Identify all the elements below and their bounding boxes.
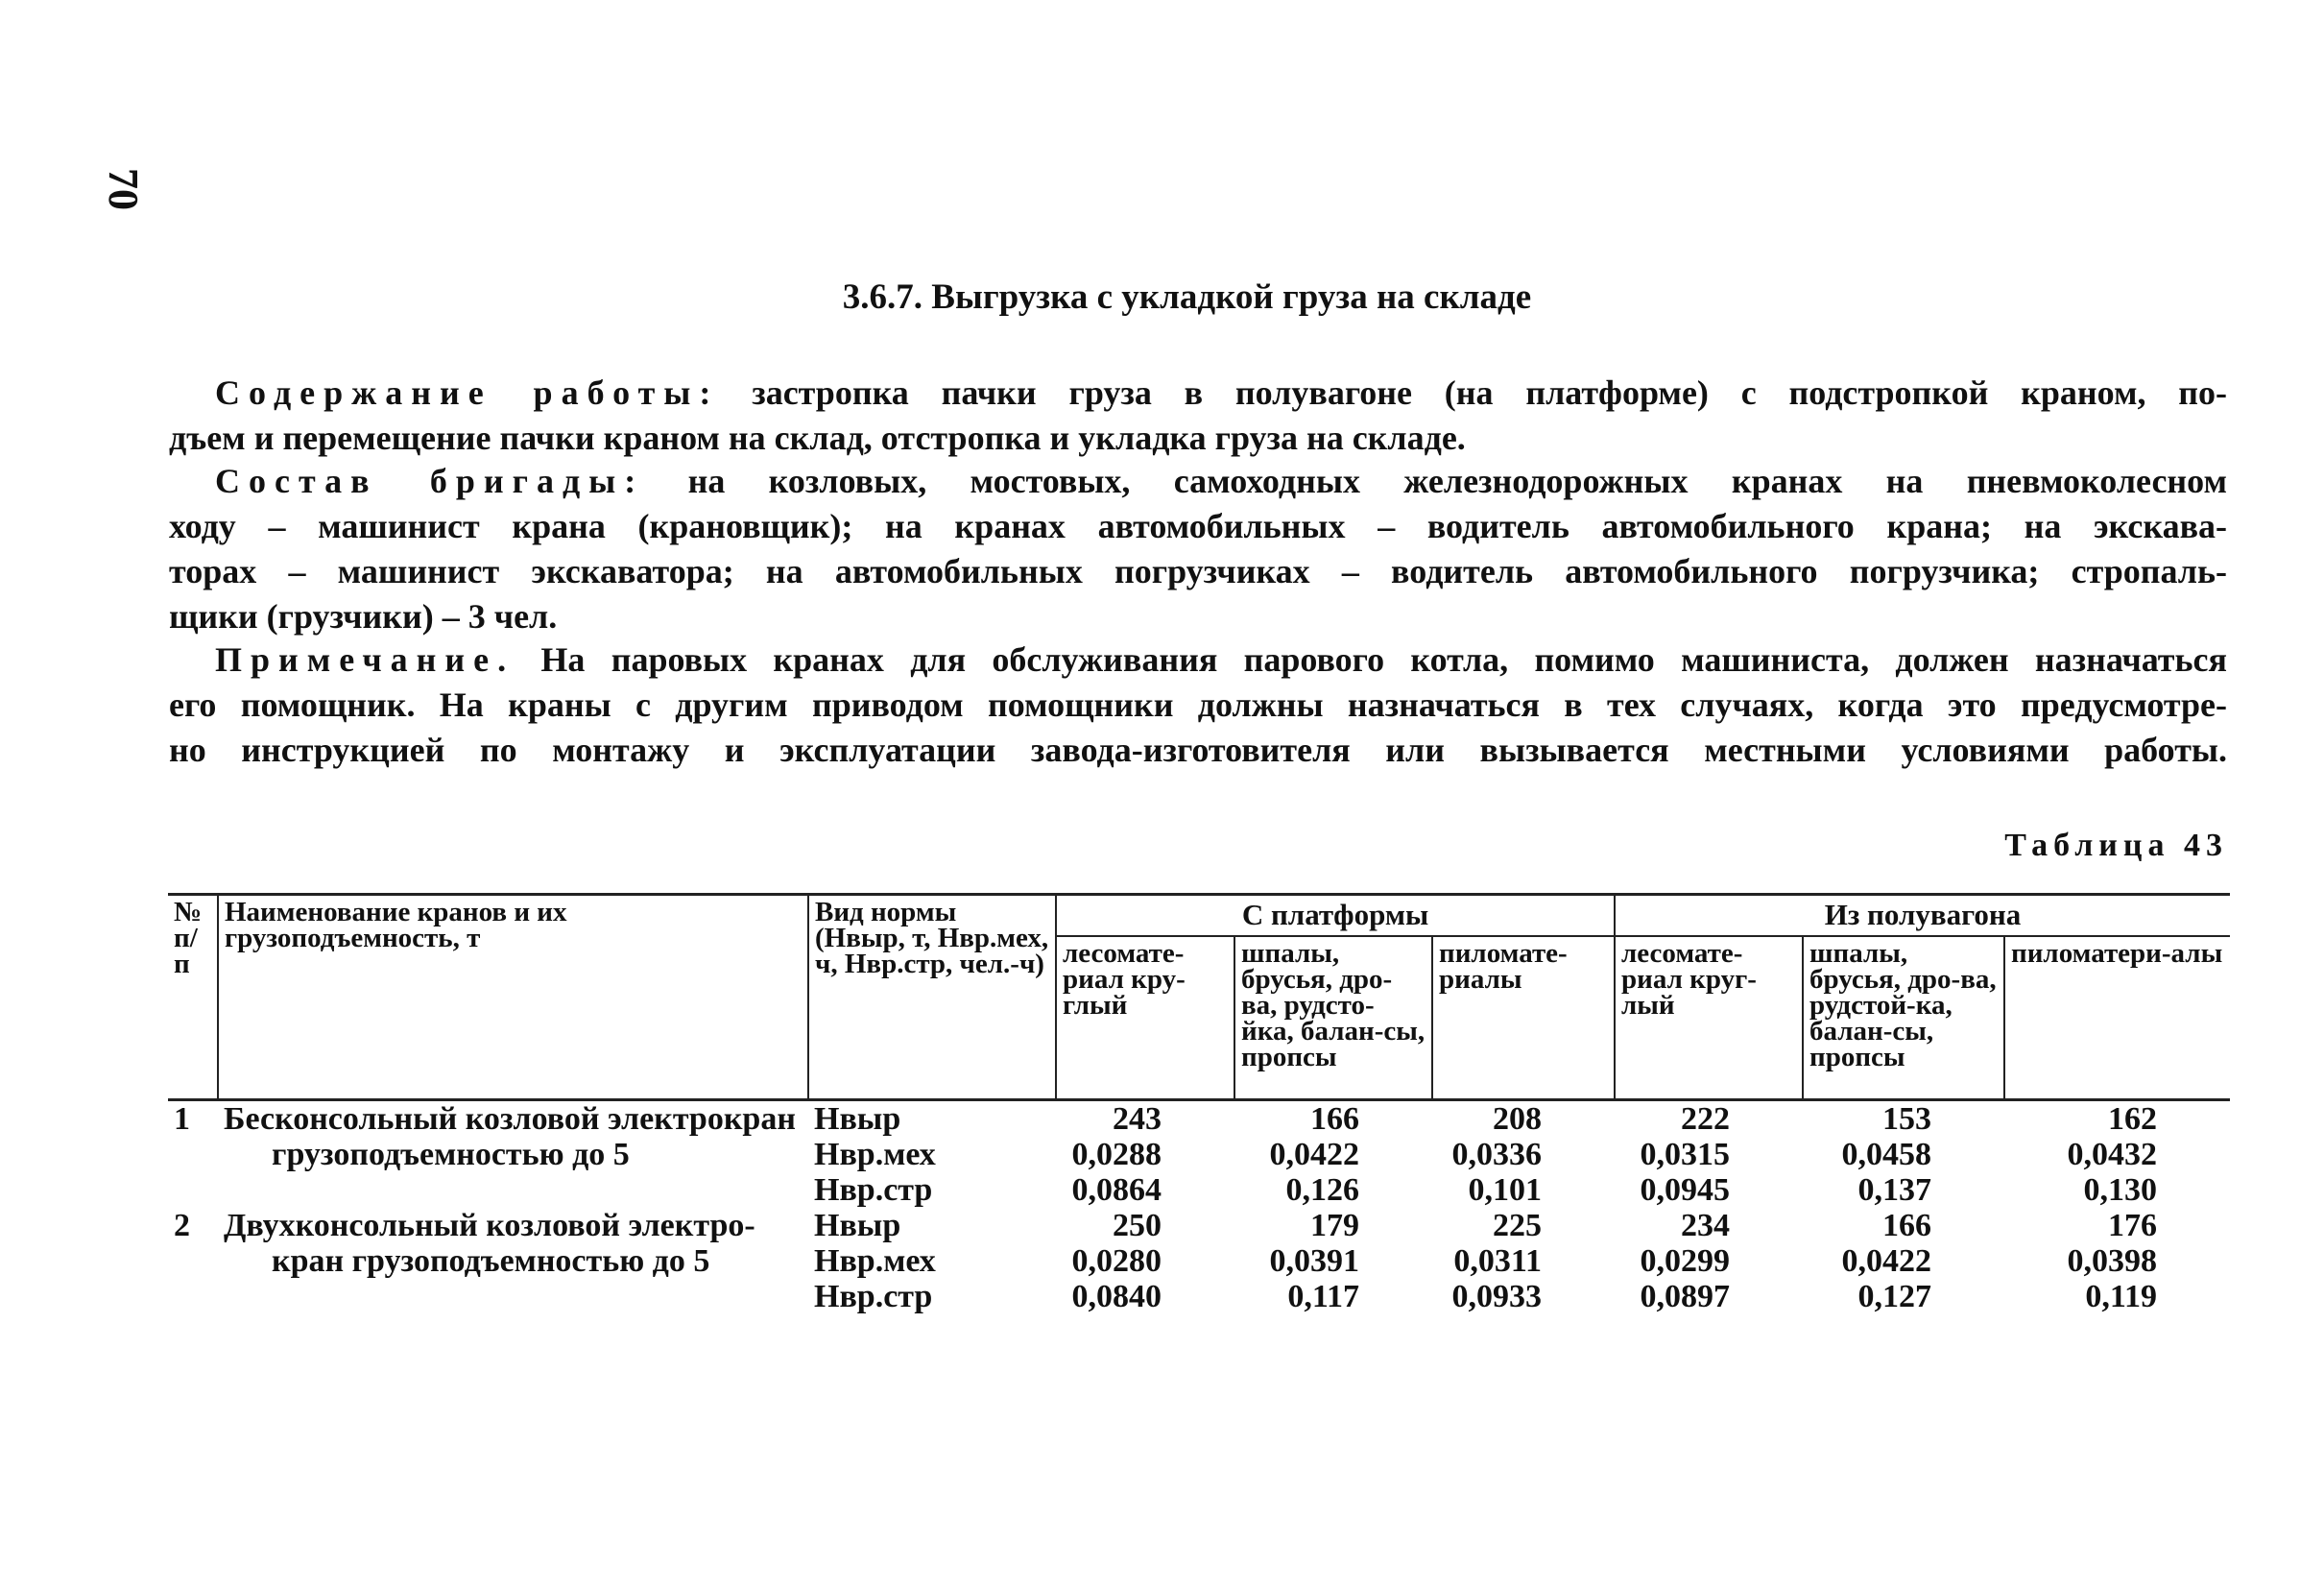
value-cell: 0,0391: [1269, 1243, 1359, 1279]
value-cell: 0,0299: [1640, 1243, 1730, 1279]
value-cell: 0,0280: [1071, 1243, 1162, 1279]
value-cell: 0,0432: [2067, 1137, 2158, 1172]
work-content-label: Содержание работы:: [215, 373, 720, 412]
header-lumber-platform: пиломате-риалы: [1432, 936, 1615, 1100]
value-cell: 0,137: [1857, 1172, 1931, 1208]
header-lumber-wagon: пиломатери-алы: [2004, 936, 2230, 1100]
values-col: [1056, 1208, 1234, 1314]
value-cell: 153: [1882, 1101, 1931, 1137]
crew-line-1: [169, 459, 2227, 504]
value-cell: 0,127: [1857, 1279, 1931, 1314]
norm-kind: Нвр.мех: [814, 1137, 936, 1172]
value-cell: 0,101: [1468, 1172, 1542, 1208]
header-group-wagon: Из полувагона: [1615, 895, 2230, 937]
note-label: Примечание.: [215, 640, 515, 679]
values-col: [1056, 1100, 1234, 1209]
crew-line-2: ходу – машинист крана (крановщик); на кранах автомобильных – водитель автомобильного крана; на экскава-: [169, 507, 2227, 545]
value-cell: 0,0864: [1071, 1172, 1162, 1208]
crane-name-line: кран грузоподъемностью до 5: [272, 1243, 710, 1279]
value-cell: 179: [1310, 1208, 1359, 1243]
value-cell: 0,0933: [1451, 1279, 1542, 1314]
norm-kind: Нвр.стр: [814, 1172, 933, 1208]
crane-name-line: Двухконсольный козловой электро-: [224, 1208, 755, 1243]
values-col: [1803, 1208, 2004, 1314]
value-cell: 0,0398: [2067, 1243, 2158, 1279]
crew-text-1: на козловых, мостовых, самоходных железнодорожных кранах на пневмоколесном: [687, 462, 2227, 500]
header-kind: Вид нормы (Нвыр, т, Нвр.мех, ч, Нвр.стр, чел.-ч): [808, 895, 1056, 1100]
header-name: Наименование кранов и их грузоподъемность, т: [218, 895, 808, 1100]
header-sleepers-wagon: шпалы, брусья, дро-ва, рудстой-ка, балан-сы, пропсы: [1803, 936, 2004, 1100]
value-cell: 166: [1310, 1101, 1359, 1137]
value-cell: 222: [1681, 1101, 1730, 1137]
value-cell: 0,0288: [1071, 1137, 1162, 1172]
crew-line-3: торах – машинист экскаватора; на автомобильных погрузчиках – водитель автомобильного погрузчика; стропаль-: [169, 552, 2227, 590]
crew-paragraph: [169, 459, 2227, 639]
values-col: [1432, 1100, 1615, 1209]
value-cell: 0,0311: [1453, 1243, 1542, 1279]
row-number: 2: [174, 1208, 190, 1243]
value-cell: 0,0945: [1640, 1172, 1730, 1208]
work-content-line-2: дъем и перемещение пачки краном на склад, отстропка и укладка груза на складе.: [169, 419, 1466, 457]
values-col: [1615, 1100, 1803, 1209]
header-round-timber-platform: лесомате-риал кру-глый: [1056, 936, 1234, 1100]
values-col: [1432, 1208, 1615, 1314]
value-cell: 0,0840: [1071, 1279, 1162, 1314]
note-text-1: На паровых кранах для обслуживания парового котла, помимо машиниста, должен назначаться: [540, 640, 2227, 679]
work-content-text-1: застропка пачки груза в полувагоне (на платформе) с подстропкой краном, по-: [752, 373, 2228, 412]
norms-table: [168, 893, 2230, 1314]
header-sleepers-platform: шпалы, брусья, дро-ва, рудсто-йка, балан-сы, пропсы: [1234, 936, 1432, 1100]
header-group-platform: С платформы: [1056, 895, 1615, 937]
values-col: [1234, 1208, 1432, 1314]
table-row: [168, 1208, 2230, 1314]
values-col: [2004, 1208, 2230, 1314]
value-cell: 0,0315: [1640, 1137, 1730, 1172]
value-cell: 0,119: [2085, 1279, 2158, 1314]
note-line-1: [169, 638, 2227, 683]
value-cell: 0,117: [1287, 1279, 1359, 1314]
work-content-paragraph: [169, 371, 2227, 461]
row-number: 1: [174, 1101, 190, 1137]
value-cell: 208: [1493, 1101, 1542, 1137]
value-cell: 0,0336: [1451, 1137, 1542, 1172]
header-round-timber-wagon: лесомате-риал круг-лый: [1615, 936, 1803, 1100]
value-cell: 0,0897: [1640, 1279, 1730, 1314]
work-content-line-1: [169, 371, 2227, 416]
norm-kind: Нвр.мех: [814, 1243, 936, 1279]
crane-name: [218, 1208, 808, 1314]
table-row: [168, 1100, 2230, 1209]
value-cell: 0,0458: [1841, 1137, 1931, 1172]
section-title: 3.6.7. Выгрузка с укладкой груза на складе: [842, 277, 1532, 317]
value-cell: 234: [1681, 1208, 1730, 1243]
value-cell: 0,126: [1285, 1172, 1359, 1208]
header-num: № п/п: [168, 895, 218, 1100]
value-cell: 162: [2108, 1101, 2158, 1137]
value-cell: 0,0422: [1269, 1137, 1359, 1172]
page-number: 70: [100, 168, 147, 210]
crew-line-4: щики (грузчики) – 3 чел.: [169, 597, 558, 636]
crane-name-line: Бесконсольный козловой электрокран: [224, 1101, 796, 1137]
crew-label: Состав бригады:: [215, 462, 645, 500]
norm-kind: Нвр.стр: [814, 1279, 933, 1314]
crane-name: [218, 1100, 808, 1209]
value-cell: 0,0422: [1841, 1243, 1931, 1279]
note-paragraph: [169, 638, 2227, 773]
value-cell: 0,130: [2083, 1172, 2158, 1208]
values-col: [1615, 1208, 1803, 1314]
note-line-3: но инструкцией по монтажу и эксплуатации завода-изготовителя или вызывается местными условиями работы.: [169, 731, 2227, 769]
value-cell: 166: [1882, 1208, 1931, 1243]
value-cell: 250: [1113, 1208, 1162, 1243]
norm-kinds: [808, 1208, 1056, 1314]
value-cell: 225: [1493, 1208, 1542, 1243]
values-col: [1234, 1100, 1432, 1209]
norm-kind: Нвыр: [814, 1208, 901, 1243]
norm-kinds: [808, 1100, 1056, 1209]
values-col: [2004, 1100, 2230, 1209]
table-caption: Таблица 43: [2004, 828, 2228, 863]
crane-name-line: грузоподъемностью до 5: [272, 1137, 630, 1172]
norm-kind: Нвыр: [814, 1101, 901, 1137]
values-col: [1803, 1100, 2004, 1209]
note-line-2: его помощник. На краны с другим приводом помощники должны назначаться в тех случаях, когда это предусмотре-: [169, 686, 2227, 724]
value-cell: 243: [1113, 1101, 1162, 1137]
value-cell: 176: [2108, 1208, 2158, 1243]
